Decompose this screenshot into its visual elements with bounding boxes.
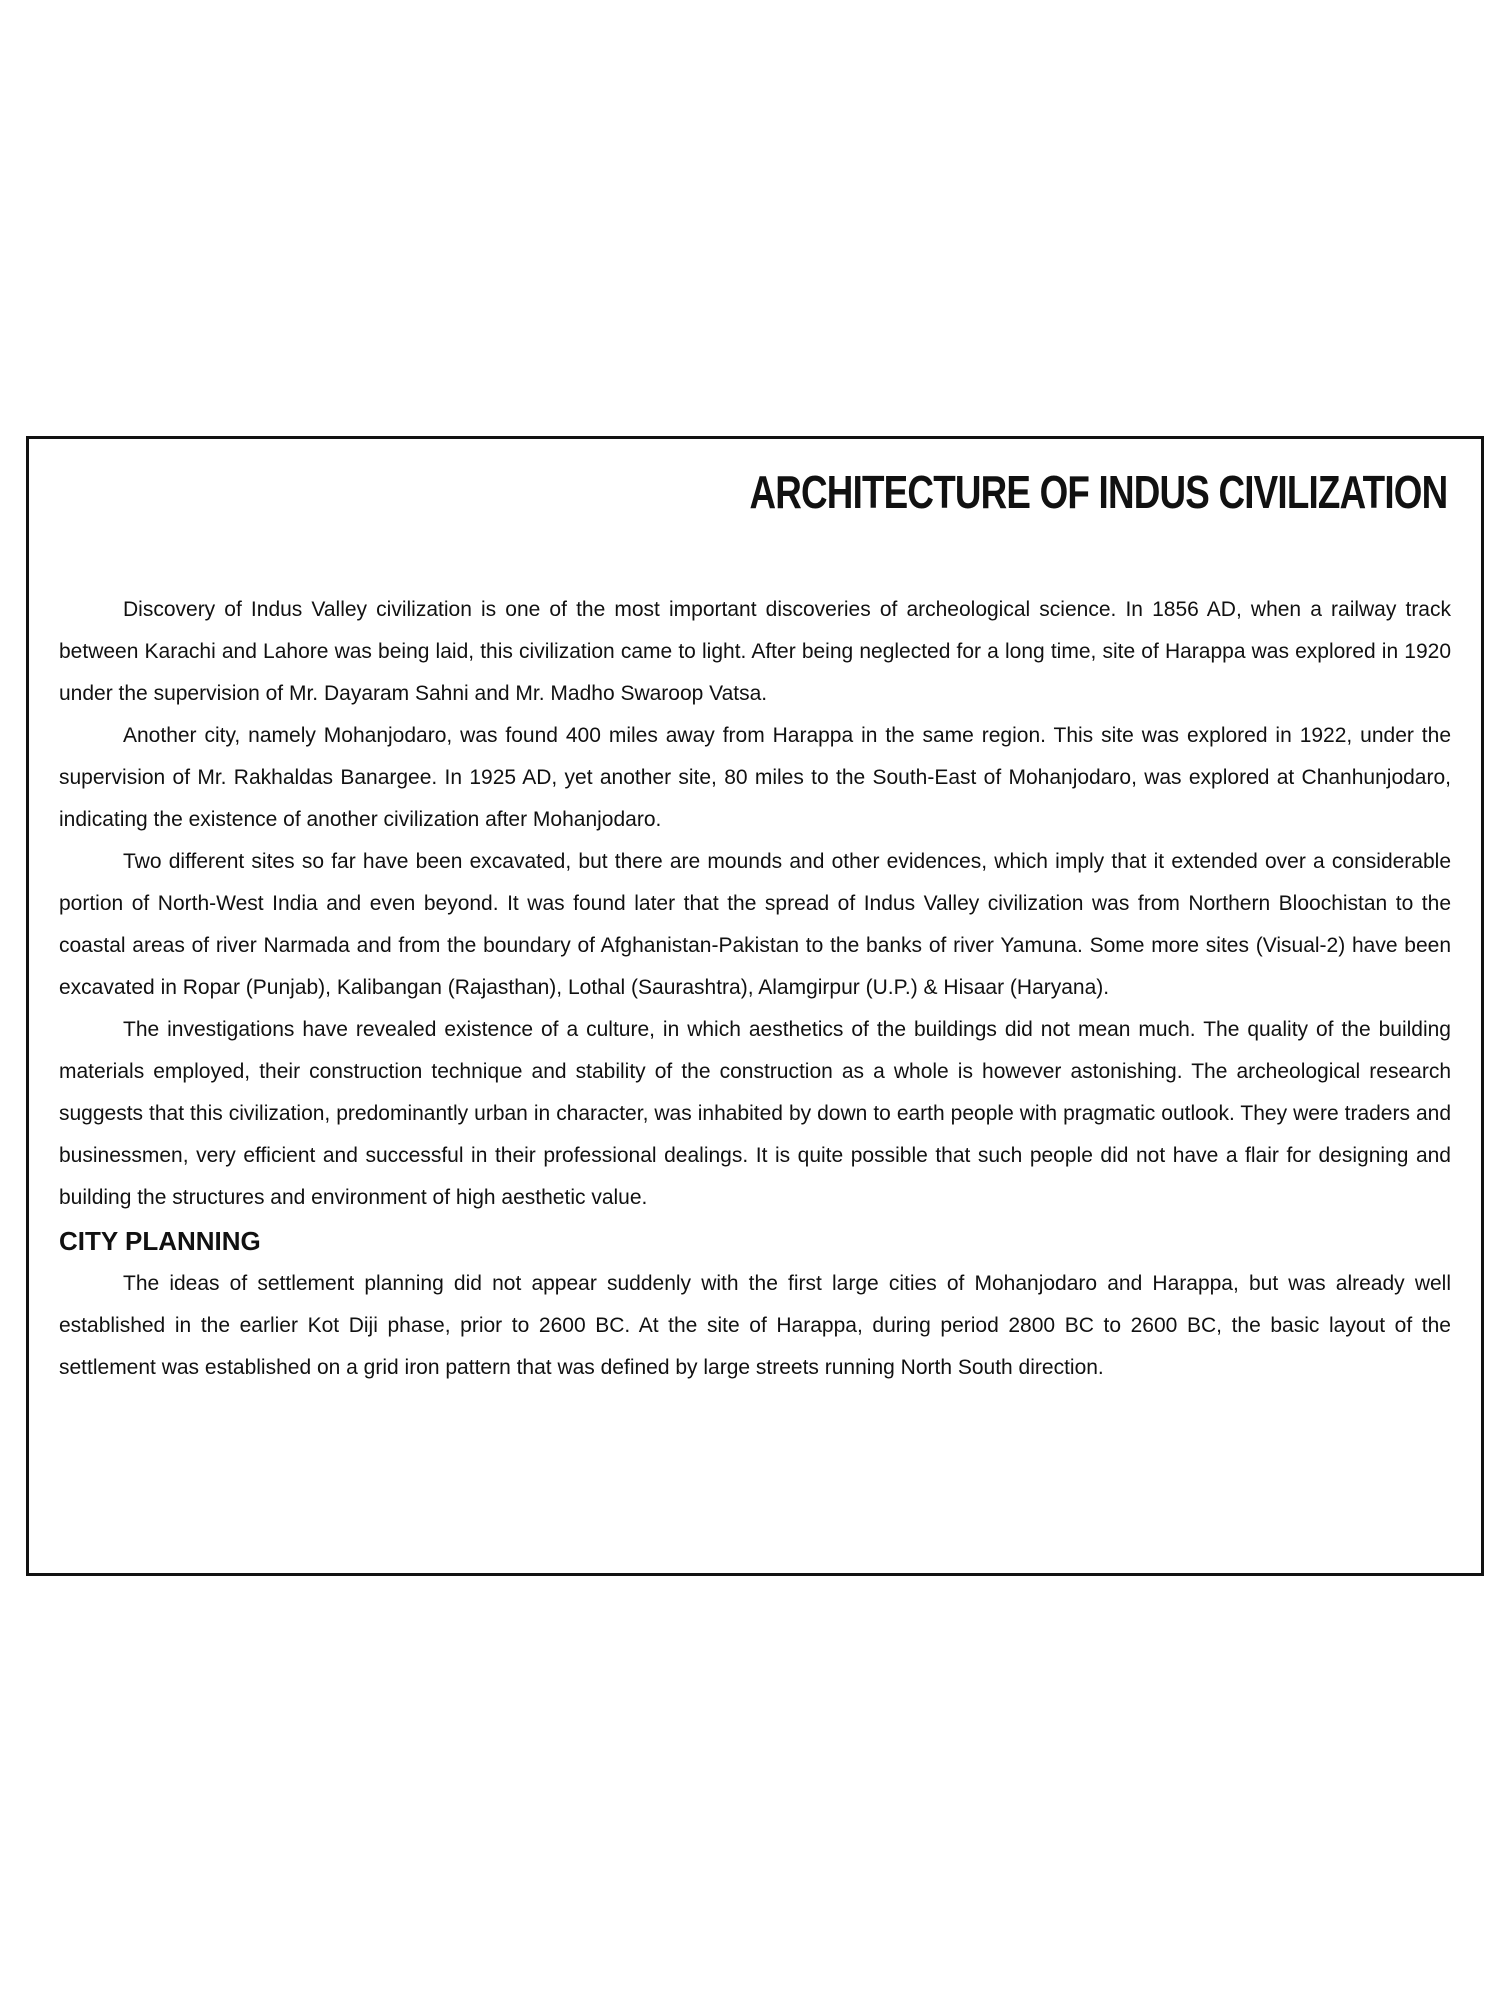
section-heading-city-planning: CITY PLANNING bbox=[59, 1226, 261, 1256]
paragraph-spread: Two different sites so far have been excavated, but there are mounds and other evidences, which imply that it extended over a considerable portion of North-West India and even beyond. It was found later that the spread of Indus Valley civilization was from Northern Bloochistan to the coastal areas of river Narmada and from the boundary of Afghanistan-Pakistan to the banks of river Yamuna. Some more sites (Visual-2) have been excavated in Ropar (Punjab), Kalibangan (Rajasthan), Lothal (Saurashtra), Alamgirpur (U.P.) & Hisaar (Haryana). bbox=[59, 850, 1451, 999]
content-frame bbox=[26, 436, 1484, 1576]
body-text bbox=[59, 589, 1451, 1389]
page-title: ARCHITECTURE OF INDUS CIVILIZATION bbox=[749, 466, 1447, 518]
paragraph-city-planning: The ideas of settlement planning did not appear suddenly with the first large cities of Mohanjodaro and Harappa, but was already well established in the earlier Kot Diji phase, prior to 2600 BC. At the site of Harappa, during period 2800 BC to 2600 BC, the basic layout of the settlement was established on a grid iron pattern that was defined by large streets running North South direction. bbox=[59, 1272, 1451, 1379]
paragraph-investigations: The investigations have revealed existence of a culture, in which aesthetics of the buildings did not mean much. The quality of the building materials employed, their construction technique and stability of the construction as a whole is however astonishing. The archeological research suggests that this civilization, predominantly urban in character, was inhabited by down to earth people with pragmatic outlook. They were traders and businessmen, very efficient and successful in their professional dealings. It is quite possible that such people did not have a flair for designing and building the structures and environment of high aesthetic value. bbox=[59, 1018, 1451, 1209]
paragraph-mohanjodaro: Another city, namely Mohanjodaro, was found 400 miles away from Harappa in the same region. This site was explored in 1922, under the supervision of Mr. Rakhaldas Banargee. In 1925 AD, yet another site, 80 miles to the South-East of Mohanjodaro, was explored at Chanhunjodaro, indicating the existence of another civilization after Mohanjodaro. bbox=[59, 724, 1451, 831]
paragraph-discovery: Discovery of Indus Valley civilization is one of the most important discoveries of archeological science. In 1856 AD, when a railway track between Karachi and Lahore was being laid, this civilization came to light. After being neglected for a long time, site of Harappa was explored in 1920 under the supervision of Mr. Dayaram Sahni and Mr. Madho Swaroop Vatsa. bbox=[59, 598, 1451, 705]
